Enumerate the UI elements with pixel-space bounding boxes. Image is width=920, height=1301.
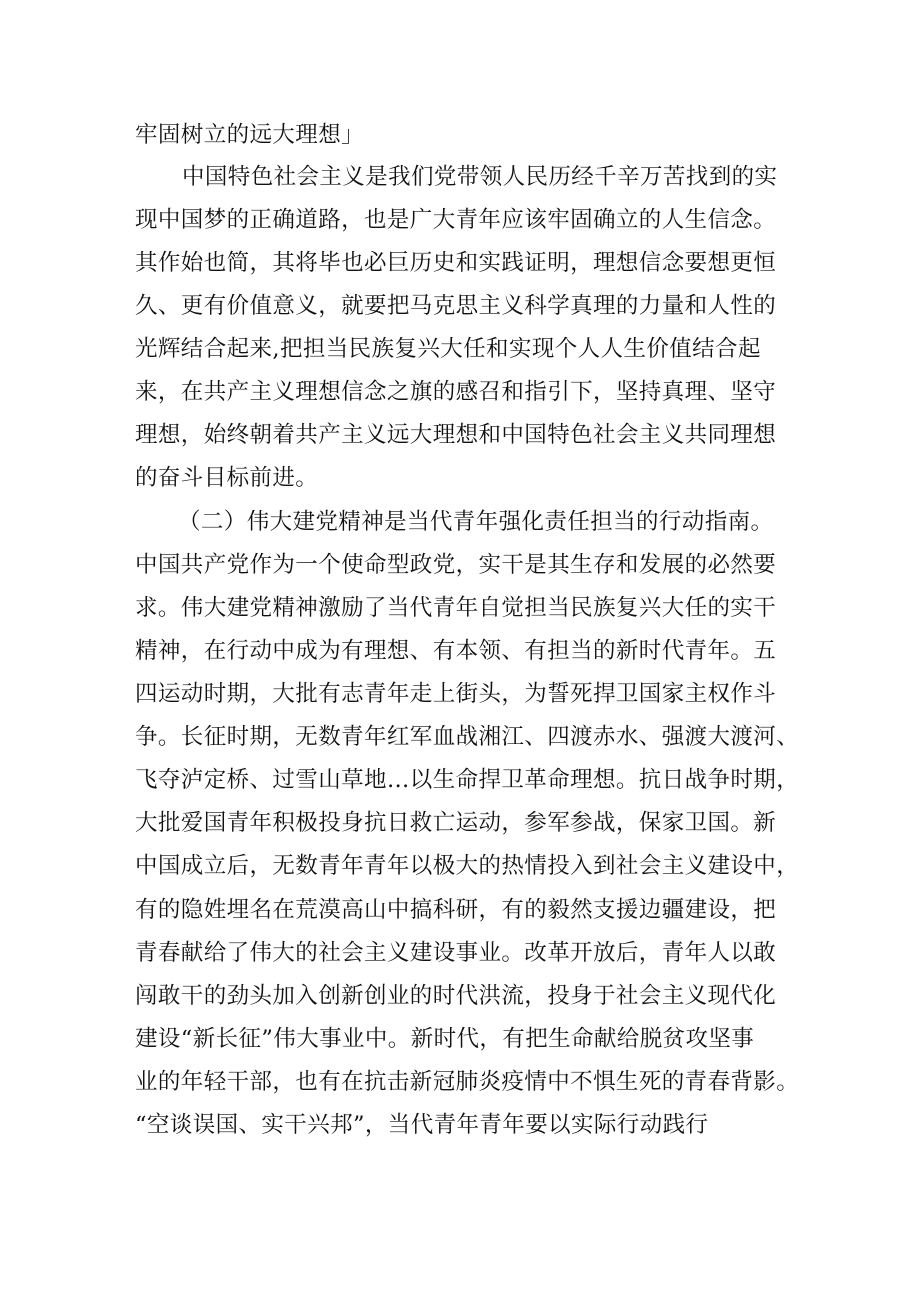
text-line: 业的年轻干部，也有在抗击新冠肺炎疫情中不惧生死的青春背影。 <box>135 1069 800 1095</box>
text-line: 久、更有价值意义，就要把马克思主义科学真理的力量和人性的 <box>135 293 777 319</box>
text-line: 争。长征时期，无数青年红军血战湘江、四渡赤水、强渡大渡河、 <box>135 724 800 750</box>
text-line: 其作始也简，其将毕也必巨历史和实践证明，理想信念要想更恒 <box>135 250 777 276</box>
text-line: 理想，始终朝着共产主义远大理想和中国特色社会主义共同理想 <box>135 422 777 448</box>
text-line: 大批爱国青年积极投身抗日救亡运动，参军参战，保家卫国。新 <box>135 810 777 836</box>
text-line: 青春献给了伟大的社会主义建设事业。改革开放后，青年人以敢 <box>135 940 777 966</box>
text-line: 中国共产党作为一个使命型政党，实干是其生存和发展的必然要 <box>135 552 777 578</box>
text-line: 闯敢干的劲头加入创新创业的时代洪流，投身于社会主义现代化 <box>135 983 777 1009</box>
text-line: 精神，在行动中成为有理想、有本领、有担当的新时代青年。五 <box>135 638 777 664</box>
text-line: 有的隐姓埋名在荒漠高山中搞科研，有的毅然支援边疆建设，把 <box>135 897 777 923</box>
text-line: 飞夺泸定桥、过雪山草地…以生命捍卫革命理想。抗日战争时期， <box>135 767 800 793</box>
text-line: 现中国梦的正确道路，也是广大青年应该牢固确立的人生信念。 <box>135 207 777 233</box>
text-line: 建设“新长征”伟大事业中。新时代，有把生命献给脱贫攻坚事 <box>135 1026 755 1052</box>
text-line: 来，在共产主义理想信念之旗的感召和指引下，坚持真理、坚守 <box>135 379 777 405</box>
text-line: 四运动时期，大批有志青年走上街头，为誓死捍卫国家主权作斗 <box>135 681 777 707</box>
section-heading: （二）伟大建党精神是当代青年强化责任担当的行动指南。 <box>178 509 774 535</box>
text-line: 求。伟大建党精神激励了当代青年自觉担当民族复兴大任的实干 <box>135 595 777 621</box>
text-line: 光辉结合起来,把担当民族复兴大任和实现个人人生价值结合起 <box>135 336 761 362</box>
text-line: “空谈误国、实干兴邦”，当代青年青年要以实际行动践行 <box>135 1112 709 1138</box>
text-line: 牢固树立的远大理想」 <box>135 122 365 148</box>
paragraph-first-line: 中国特色社会主义是我们党带领人民历经千辛万苦找到的实 <box>182 164 778 190</box>
text-line: 的奋斗目标前进。 <box>135 465 319 491</box>
text-line: 中国成立后，无数青年青年以极大的热情投入到社会主义建设中， <box>135 853 800 879</box>
